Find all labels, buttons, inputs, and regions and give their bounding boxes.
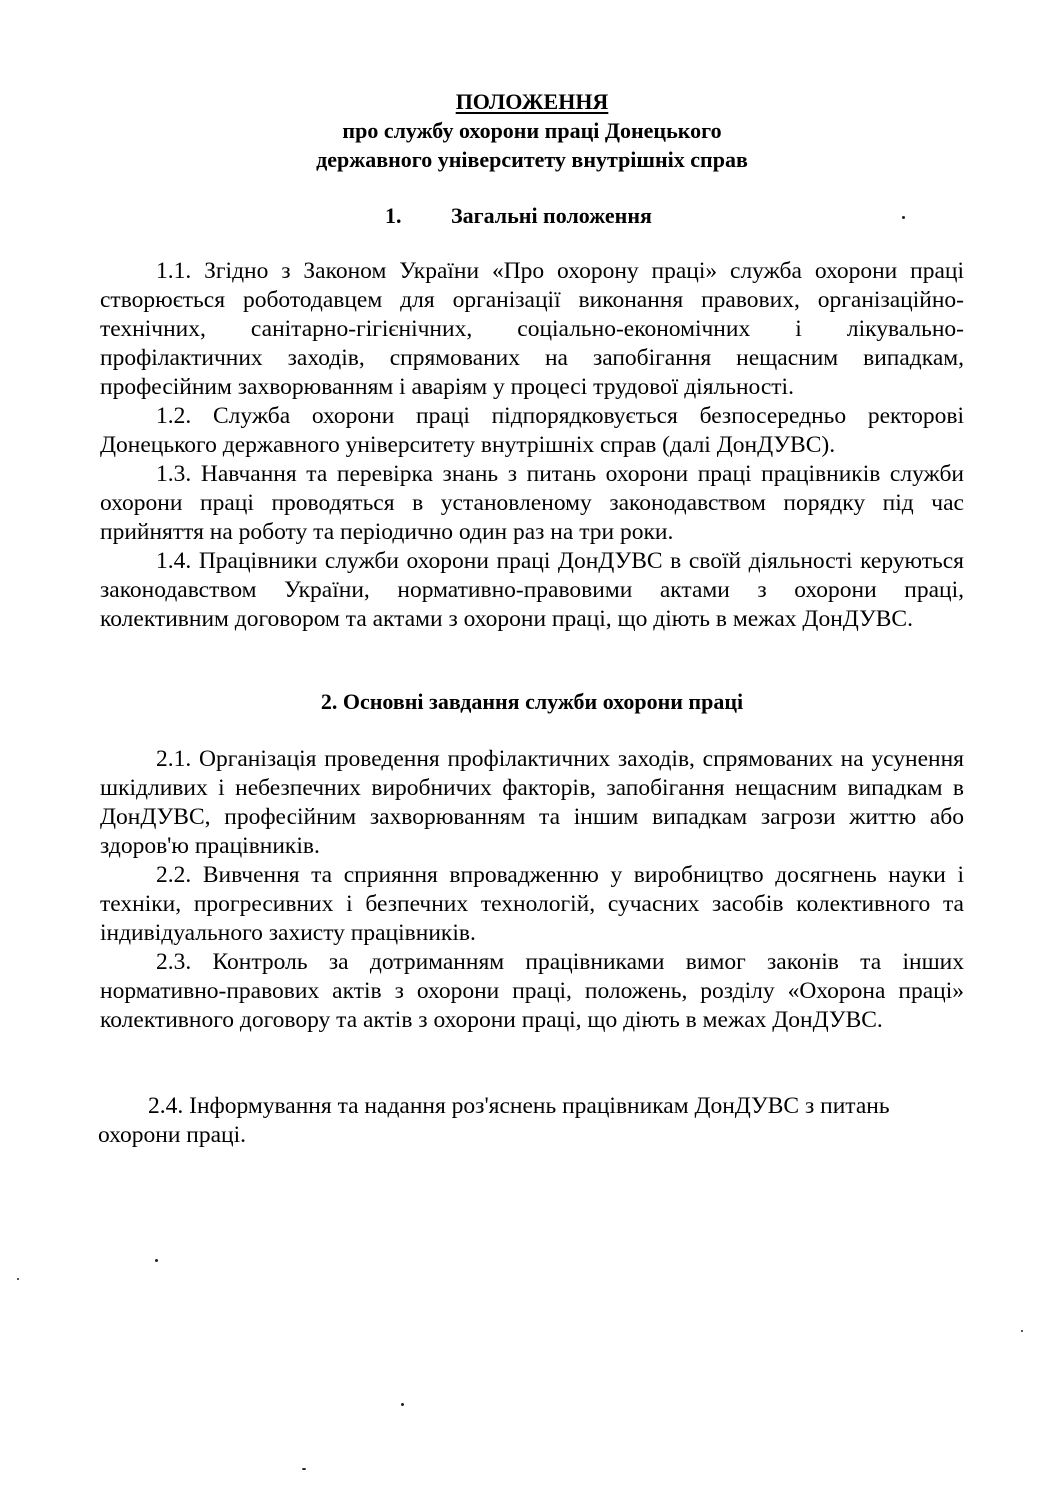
paragraph-1-3: 1.3. Навчання та перевірка знань з питань охорони праці працівників служби охорони праці проводяться в установленому законодавством порядку під час прийняття на роботу та періодично один раз на три роки. (100, 461, 964, 545)
paragraph-2-3: 2.3. Контроль за дотриманням працівниками вимог законів та інших нормативно-правових актів з охорони праці, положень, розділу «Охорона праці» колективного договору та актів з охорони праці, що діють в межах ДонДУВС. (100, 949, 964, 1033)
section-1-title: Загальні положення (451, 203, 652, 228)
scan-speck (902, 216, 905, 219)
section-1-number: 1. (385, 203, 402, 228)
document-title: ПОЛОЖЕННЯ (455, 89, 609, 114)
section-2-heading: 2. Основні завдання служби охорони праці (320, 689, 744, 714)
paragraph-2-1: 2.1. Організація проведення профілактичних заходів, спрямованих на усунення шкідливих і небезпечних виробничих факторів, запобігання нещасним випадкам в ДонДУВС, професійним захворюванням та іншим випадкам загрози життю або здоров'ю працівників. (100, 746, 964, 859)
document-subtitle-line-1: про службу охорони праці Донецького (342, 118, 722, 143)
paragraph-1-4: 1.4. Працівники служби охорони праці ДонДУВС в своїй діяльності керуються законодавством України, нормативно-правовими актами з охорони праці, колективним договором та актами з охорони праці, що діють в межах ДонДУВС. (100, 548, 964, 632)
paragraph-1-2: 1.2. Служба охорони праці підпорядковується безпосередньо ректорові Донецького державного університету внутрішніх справ (далі ДонДУВС). (100, 403, 964, 458)
scan-speck (302, 1468, 306, 1470)
paragraph-2-4: 2.4. Інформування та надання роз'яснень працівникам ДонДУВС з питань охорони праці. (98, 1093, 890, 1148)
document-subtitle-line-2: державного університету внутрішніх справ (316, 147, 748, 172)
paragraph-1-1: 1.1. Згідно з Законом України «Про охорону праці» служба охорони праці створюється роботодавцем для організації виконання правових, організаційно-технічних, санітарно-гігієнічних, соціально-економічних і лікувально-профілактичних заходів, спрямованих на запобігання нещасним випадкам, професійним захворюванням і аваріям у процесі трудової діяльності. (100, 258, 964, 400)
paragraph-2-2: 2.2. Вивчення та сприяння впровадженню у виробництво досягнень науки і техніки, прогресивних і безпечних технологій, сучасних засобів колективного та індивідуального захисту працівників. (100, 862, 964, 946)
scan-speck (155, 1259, 158, 1262)
section-1-heading (385, 201, 652, 230)
document-subtitle (100, 116, 964, 174)
scan-speck (17, 1278, 19, 1280)
scan-speck (1021, 1330, 1023, 1332)
scan-speck (401, 1403, 404, 1406)
